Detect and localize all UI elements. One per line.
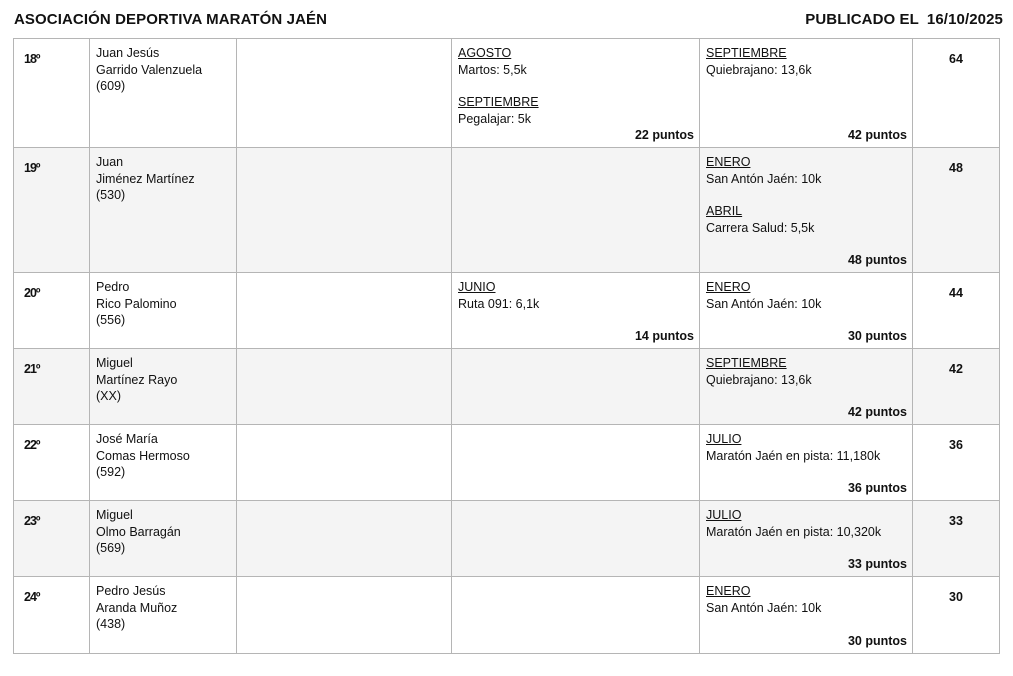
- period-points: 48 puntos: [847, 252, 907, 267]
- race-name: Maratón Jaén en pista: 11,180k: [706, 448, 881, 463]
- total-points-cell: 30: [913, 577, 1000, 654]
- race-entry: [706, 279, 912, 312]
- runner-last-name: Rico Palomino: [96, 296, 177, 311]
- period-points: 42 puntos: [847, 127, 907, 142]
- race-entry: [706, 203, 912, 236]
- period-cell-c4: [700, 349, 913, 425]
- period-points: 36 puntos: [847, 480, 907, 495]
- ranking-row: [14, 501, 1000, 577]
- runner-first-name: Miguel: [96, 508, 133, 522]
- page-header: [14, 11, 1003, 31]
- period-points: 42 puntos: [847, 404, 907, 419]
- ranking-row: [14, 425, 1000, 501]
- race-name: San Antón Jaén: 10k: [706, 296, 822, 311]
- ranking-row: [14, 577, 1000, 654]
- runner-number: (438): [96, 617, 126, 631]
- period-cell-c3: [452, 425, 700, 501]
- period-cell-c4: [700, 273, 913, 349]
- period-cell-c2: [237, 148, 452, 273]
- period-cell-c3: [452, 148, 700, 273]
- runner-last-name: Martínez Rayo: [96, 372, 178, 387]
- race-month: JULIO: [706, 432, 742, 446]
- race-name: Quiebrajano: 13,6k: [706, 62, 812, 77]
- period-cell-c2: [237, 39, 452, 148]
- period-cell-c2: [237, 425, 452, 501]
- position-cell: 18º: [14, 39, 90, 148]
- race-month: ENERO: [706, 155, 751, 169]
- period-cell-c2: [237, 577, 452, 654]
- runner-first-name: Pedro: [96, 280, 130, 294]
- total-points-cell: 33: [913, 501, 1000, 577]
- race-entry: [458, 45, 699, 78]
- runner-name-cell: [90, 273, 237, 349]
- race-name: Quiebrajano: 13,6k: [706, 372, 812, 387]
- total-points-cell: 48: [913, 148, 1000, 273]
- race-name: San Antón Jaén: 10k: [706, 600, 822, 615]
- runner-name-cell: [90, 148, 237, 273]
- runner-last-name: Aranda Muñoz: [96, 600, 178, 615]
- runner-number: (556): [96, 313, 126, 327]
- published-label: PUBLICADO EL: [805, 11, 919, 28]
- runner-last-name: Olmo Barragán: [96, 524, 181, 539]
- position-cell: 22º: [14, 425, 90, 501]
- period-cell-c4: [700, 501, 913, 577]
- race-month: AGOSTO: [458, 46, 512, 60]
- runner-name-cell: [90, 501, 237, 577]
- period-points: 33 puntos: [847, 556, 907, 571]
- total-points-cell: 36: [913, 425, 1000, 501]
- race-entry: [706, 45, 912, 78]
- period-points: 30 puntos: [847, 633, 907, 648]
- race-month: ENERO: [706, 280, 751, 294]
- race-entry: [706, 154, 912, 187]
- runner-first-name: Pedro Jesús: [96, 584, 166, 598]
- position-cell: 20º: [14, 273, 90, 349]
- race-name: Martos: 5,5k: [458, 62, 527, 77]
- period-cell-c3: [452, 577, 700, 654]
- runner-number: (609): [96, 79, 126, 93]
- total-points-cell: 64: [913, 39, 1000, 148]
- ranking-row: [14, 349, 1000, 425]
- race-month: ENERO: [706, 584, 751, 598]
- runner-last-name: Jiménez Martínez: [96, 171, 195, 186]
- period-points: 30 puntos: [847, 328, 907, 343]
- race-name: Maratón Jaén en pista: 10,320k: [706, 524, 882, 539]
- period-cell-c2: [237, 273, 452, 349]
- race-month: SEPTIEMBRE: [706, 46, 787, 60]
- period-cell-c3: [452, 501, 700, 577]
- runner-number: (592): [96, 465, 126, 479]
- period-cell-c4: [700, 425, 913, 501]
- race-name: Pegalajar: 5k: [458, 111, 531, 126]
- period-points: 22 puntos: [634, 127, 694, 142]
- position-cell: 24º: [14, 577, 90, 654]
- total-points-cell: 42: [913, 349, 1000, 425]
- total-points-cell: 44: [913, 273, 1000, 349]
- position-cell: 23º: [14, 501, 90, 577]
- runner-name-cell: [90, 349, 237, 425]
- runner-name-cell: [90, 577, 237, 654]
- race-entry: [706, 355, 912, 388]
- ranking-row: [14, 39, 1000, 148]
- race-name: Carrera Salud: 5,5k: [706, 220, 815, 235]
- ranking-row: [14, 273, 1000, 349]
- race-month: SEPTIEMBRE: [706, 356, 787, 370]
- published-info: [805, 11, 1003, 28]
- position-cell: 19º: [14, 148, 90, 273]
- position-cell: 21º: [14, 349, 90, 425]
- ranking-table: [13, 38, 1000, 654]
- runner-first-name: Miguel: [96, 356, 133, 370]
- period-points: 14 puntos: [634, 328, 694, 343]
- runner-first-name: Juan: [96, 155, 124, 169]
- ranking-row: [14, 148, 1000, 273]
- period-cell-c3: [452, 349, 700, 425]
- runner-last-name: Garrido Valenzuela: [96, 62, 203, 77]
- race-month: JUNIO: [458, 280, 496, 294]
- race-month: JULIO: [706, 508, 742, 522]
- runner-first-name: Juan Jesús: [96, 46, 160, 60]
- period-cell-c3: [452, 39, 700, 148]
- period-cell-c2: [237, 501, 452, 577]
- race-entry: [706, 431, 912, 464]
- runner-number: (XX): [96, 389, 121, 403]
- runner-last-name: Comas Hermoso: [96, 448, 190, 463]
- race-month: ABRIL: [706, 204, 743, 218]
- period-cell-c3: [452, 273, 700, 349]
- race-name: San Antón Jaén: 10k: [706, 171, 822, 186]
- race-entry: [458, 279, 699, 312]
- race-entry: [706, 507, 912, 540]
- race-entry: [706, 583, 912, 616]
- period-cell-c4: [700, 39, 913, 148]
- race-name: Ruta 091: 6,1k: [458, 296, 540, 311]
- organization-title: ASOCIACIÓN DEPORTIVA MARATÓN JAÉN: [14, 11, 328, 28]
- period-cell-c4: [700, 577, 913, 654]
- race-entry: [458, 94, 699, 127]
- runner-first-name: José María: [96, 432, 158, 446]
- race-month: SEPTIEMBRE: [458, 95, 539, 109]
- runner-name-cell: [90, 425, 237, 501]
- period-cell-c2: [237, 349, 452, 425]
- runner-name-cell: [90, 39, 237, 148]
- runner-number: (569): [96, 541, 126, 555]
- published-date: 16/10/2025: [926, 11, 1003, 28]
- period-cell-c4: [700, 148, 913, 273]
- runner-number: (530): [96, 188, 126, 202]
